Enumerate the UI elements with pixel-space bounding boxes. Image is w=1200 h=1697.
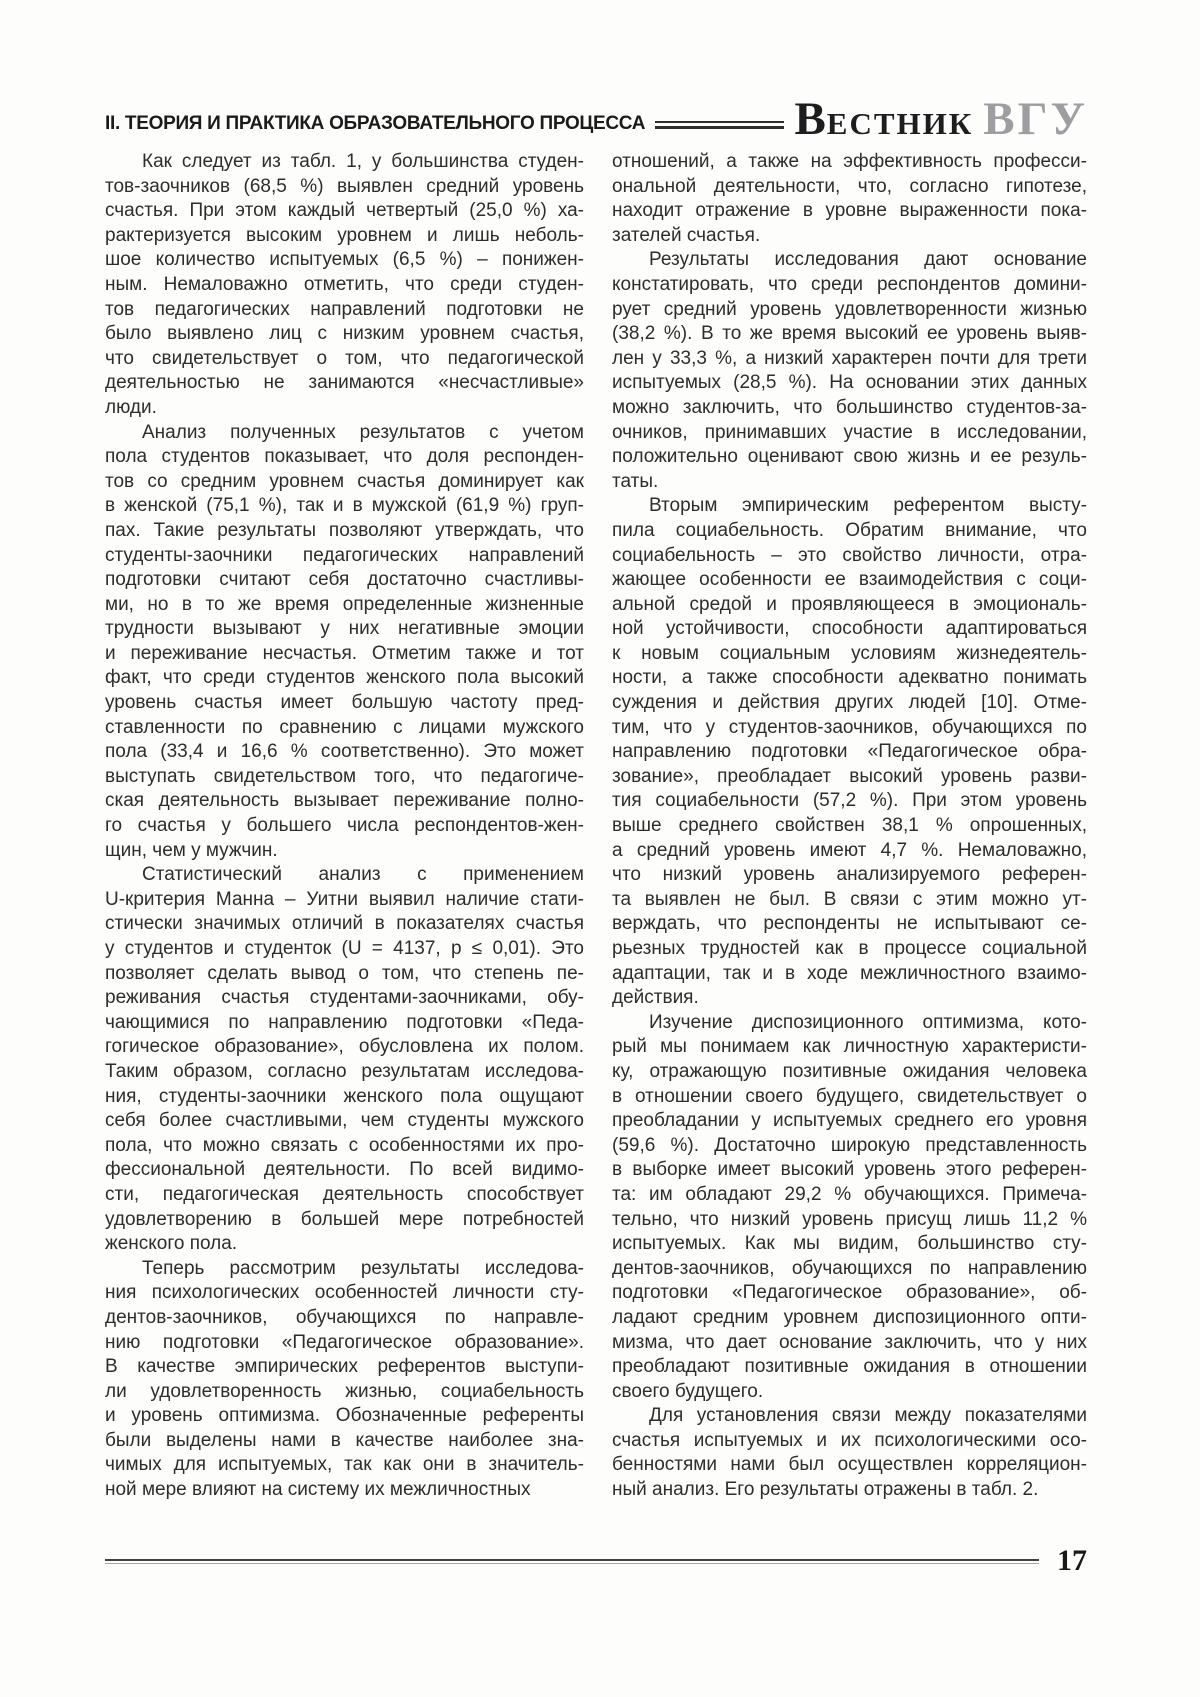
text-line: тов-заочников (68,5 %) выявлен средний уровень	[105, 175, 584, 197]
journal-logo	[794, 93, 1088, 145]
text-line: счастья. При этом каждый четвертый (25,0 %) ха-	[105, 200, 584, 222]
text-line: выступать свидетельством того, что педагогиче-	[105, 765, 584, 787]
text-line: деятельностью не занимаются «несчастливые»	[105, 372, 584, 394]
right-column	[612, 150, 1087, 1503]
text-line: ной устойчивости, способности адаптироваться	[612, 618, 1087, 640]
text-line: уровень счастья имеет большую частоту пред-	[105, 692, 584, 714]
text-line: тельно, что низкий уровень присущ лишь 11,2 %	[612, 1208, 1087, 1230]
text-line: ния, студенты-заочники женского пола ощущают	[105, 1085, 584, 1107]
text-line: тим, что у студентов-заочников, обучающихся по	[612, 716, 1087, 738]
paragraph	[105, 150, 584, 421]
text-line: было выявлено лиц с низким уровнем счастья,	[105, 323, 584, 345]
text-line: пола, что можно связать с особенностями их про-	[105, 1134, 584, 1156]
text-line: подготовки «Педагогическое образование», об-	[612, 1282, 1087, 1304]
text-line: рует средний уровень удовлетворенности жизнью	[612, 298, 1087, 320]
text-line: ной мере влияют на систему их межличностных	[105, 1479, 531, 1501]
paragraph	[612, 150, 1087, 248]
text-line: пах. Такие результаты позволяют утверждать, что	[105, 519, 584, 541]
header-double-rule	[655, 121, 784, 129]
text-line: и уровень оптимизма. Обозначенные референты	[105, 1405, 584, 1427]
text-line: рый мы понимаем как личностную характеристи-	[612, 1036, 1087, 1058]
text-line: социабельность – это свойство личности, отра-	[612, 544, 1087, 566]
paragraph	[612, 494, 1087, 1010]
text-line: направлению подготовки «Педагогическое обра-	[612, 741, 1087, 763]
text-line: отношений, а также на эффективность професси-	[612, 151, 1087, 172]
text-line: люди.	[105, 396, 157, 418]
text-line: нию подготовки «Педагогическое образование».	[105, 1331, 584, 1353]
text-line: счастья испытуемых и их психологическими осо-	[612, 1429, 1087, 1451]
text-line: ми, но в то же время определенные жизненные	[105, 593, 584, 615]
text-line: Для установления связи между показателями	[649, 1405, 1087, 1427]
text-line: женского пола.	[105, 1233, 238, 1255]
text-line: положительно оценивают свою жизнь и ее резуль-	[612, 446, 1087, 468]
page-number: 17	[1057, 1544, 1087, 1577]
text-line: зателей счастья.	[612, 224, 761, 246]
text-line: Таким образом, согласно результатам исследова-	[105, 1060, 584, 1082]
footer-rule	[105, 1559, 1039, 1564]
page-footer	[105, 1546, 1087, 1576]
text-line: Изучение диспозиционного оптимизма, кото-	[649, 1011, 1087, 1033]
text-line: студенты-заочники педагогических направлений	[105, 544, 584, 566]
text-line: ку, отражающую позитивные ожидания человека	[612, 1060, 1087, 1082]
text-line: преобладают позитивные ожидания в отношении	[612, 1356, 1087, 1378]
text-line: фессиональной деятельности. По всей видимо-	[105, 1159, 584, 1181]
text-line: своего будущего.	[612, 1380, 764, 1402]
paragraph	[612, 1011, 1087, 1405]
text-line: выше среднего свойствен 38,1 % опрошенных,	[612, 815, 1087, 837]
text-line: ли удовлетворенность жизнью, социабельность	[105, 1380, 584, 1402]
text-line: констатировать, что среди респондентов домини-	[612, 273, 1087, 295]
text-line: испытуемых. Как мы видим, большинство сту-	[612, 1233, 1087, 1255]
text-line: дентов-заочников, обучающихся по направлению	[612, 1257, 1087, 1279]
text-line: ставленности по сравнению с лицами мужского	[105, 716, 584, 738]
text-line: трудности вызывают у них негативные эмоции	[105, 618, 584, 640]
text-line: рьезных трудностей как в процессе социальной	[612, 938, 1087, 959]
text-line: верждать, что респонденты не испытывают се-	[612, 913, 1087, 935]
text-line: та выявлен не был. В связи с этим можно ут-	[612, 888, 1087, 910]
text-line: тов со средним уровнем счастья доминирует как	[105, 470, 584, 492]
text-line: позволяет сделать вывод о том, что степень пе-	[105, 962, 584, 984]
text-line: чающимися по направлению подготовки «Педа-	[105, 1011, 584, 1033]
text-line: преобладании у испытуемых среднего его уровня	[612, 1110, 1087, 1132]
text-line: что низкий уровень анализируемого референ-	[612, 864, 1087, 886]
text-line: тов педагогических направлений подготовки не	[105, 298, 584, 320]
text-line: а средний уровень имеют 4,7 %. Немаловажно,	[612, 839, 1087, 861]
text-line: гогическое образование», обусловлена их полом.	[105, 1036, 584, 1058]
text-line: к новым социальным условиям жизнедеятель-	[612, 642, 1087, 664]
text-line: (38,2 %). В то же время высокий ее уровень выяв-	[612, 323, 1087, 345]
text-line: зование», преобладает высокий уровень разви-	[612, 765, 1087, 787]
text-line: пола студентов показывает, что доля респонден-	[105, 446, 584, 468]
text-line: пила социабельность. Обратим внимание, что	[612, 519, 1087, 541]
text-line: были выделены нами в качестве наиболее зна-	[105, 1429, 584, 1451]
text-line: ный анализ. Его результаты отражены в табл. 2.	[612, 1479, 1039, 1501]
text-line: себя более счастливыми, чем студенты мужского	[105, 1110, 584, 1132]
text-line: факт, что среди студентов женского пола высокий	[105, 667, 584, 689]
text-line: альной средой и проявляющееся в эмоциональ-	[612, 593, 1087, 615]
text-line: чимых для испытуемых, так как они в значитель-	[105, 1454, 584, 1476]
text-line: ская деятельность вызывает переживание полно-	[105, 790, 584, 812]
text-line: в отношении своего будущего, свидетельствует о	[612, 1085, 1087, 1107]
text-line: очников, принимавших участие в исследовании,	[612, 421, 1087, 443]
text-line: стически значимых отличий в показателях счастья	[105, 913, 584, 935]
text-line: Как следует из табл. 1, у большинства студен-	[142, 151, 584, 172]
text-line: таты.	[612, 470, 659, 492]
text-line: у студентов и студенток (U = 4137, p ≤ 0,01). Это	[105, 938, 584, 959]
text-line: суждения и действия других людей [10]. Отме-	[612, 692, 1087, 714]
journal-abbr: ВГУ	[983, 93, 1088, 145]
text-line: Результаты исследования дают основание	[649, 249, 1087, 271]
text-line: Анализ полученных результатов с учетом	[142, 421, 584, 443]
text-line: U-критерия Манна – Уитни выявил наличие стати-	[105, 888, 584, 910]
article-body	[105, 150, 1087, 1503]
text-line: Вторым эмпирическим референтом высту-	[649, 495, 1087, 517]
text-line: В качестве эмпирических референтов выступи-	[105, 1356, 584, 1378]
paragraph	[105, 863, 584, 1257]
text-line: что свидетельствует о том, что педагогической	[105, 347, 584, 369]
text-line: ональной деятельности, что, согласно гипотезе,	[612, 175, 1087, 197]
paragraph	[612, 1404, 1087, 1502]
text-line: ния психологических особенностей личности сту-	[105, 1282, 584, 1304]
text-line: рактеризуется высоким уровнем и лишь неболь-	[105, 224, 584, 246]
text-line: в женской (75,1 %), так и в мужской (61,9 %) груп-	[105, 495, 584, 517]
text-line: действия.	[612, 987, 699, 1009]
paragraph	[612, 248, 1087, 494]
text-line: испытуемых (28,5 %). На основании этих данных	[612, 372, 1087, 394]
left-column	[105, 150, 584, 1503]
text-line: дентов-заочников, обучающихся по направле-	[105, 1306, 584, 1328]
page-header	[105, 93, 1088, 145]
text-line: бенностями нами был осуществлен корреляцион-	[612, 1454, 1087, 1476]
paragraph	[105, 421, 584, 864]
paragraph	[105, 1257, 584, 1503]
text-line: находит отражение в уровне выраженности пока-	[612, 200, 1087, 222]
journal-name-rest: ЕСТНИК	[826, 106, 974, 141]
text-line: (59,6 %). Достаточно широкую представленность	[612, 1134, 1087, 1156]
text-line: подготовки считают себя достаточно счастливы-	[105, 569, 584, 591]
text-line: мизма, что дает основание заключить, что у них	[612, 1331, 1087, 1353]
text-line: Теперь рассмотрим результаты исследова-	[142, 1257, 584, 1279]
text-line: можно заключить, что большинство студентов-за-	[612, 396, 1087, 418]
text-line: реживания счастья студентами-заочниками, обу-	[105, 987, 584, 1009]
text-line: лен у 33,3 %, а низкий характерен почти для трети	[612, 347, 1087, 369]
text-line: в выборке имеет высокий уровень этого референ-	[612, 1159, 1087, 1181]
text-line: и переживание несчастья. Отметим также и тот	[105, 642, 584, 664]
text-line: жающее особенности ее взаимодействия с соци-	[612, 569, 1087, 591]
text-line: адаптации, так и в ходе межличностного взаимо-	[612, 962, 1087, 984]
text-line: Статистический анализ с применением	[142, 864, 584, 886]
text-line: щин, чем у мужчин.	[105, 839, 278, 861]
text-line: тия социабельности (57,2 %). При этом уровень	[612, 790, 1087, 812]
text-line: та: им обладают 29,2 % обучающихся. Примеча-	[612, 1183, 1087, 1205]
text-line: ным. Немаловажно отметить, что среди студен-	[105, 273, 584, 295]
text-line: го счастья у большего числа респондентов-жен-	[105, 815, 584, 837]
section-running-title: II. ТЕОРИЯ И ПРАКТИКА ОБРАЗОВАТЕЛЬНОГО ПРОЦЕССА	[105, 113, 646, 134]
text-line: ладают средним уровнем диспозиционного опти-	[612, 1306, 1087, 1328]
text-line: удовлетворению в большей мере потребностей	[105, 1208, 584, 1230]
journal-name-initial: В	[794, 93, 827, 145]
text-line: ности, а также способности адекватно понимать	[612, 667, 1087, 689]
text-line: шое количество испытуемых (6,5 %) – понижен-	[105, 249, 584, 271]
text-line: сти, педагогическая деятельность способствует	[105, 1183, 584, 1205]
text-line: пола (33,4 и 16,6 % соответственно). Это может	[105, 741, 584, 763]
